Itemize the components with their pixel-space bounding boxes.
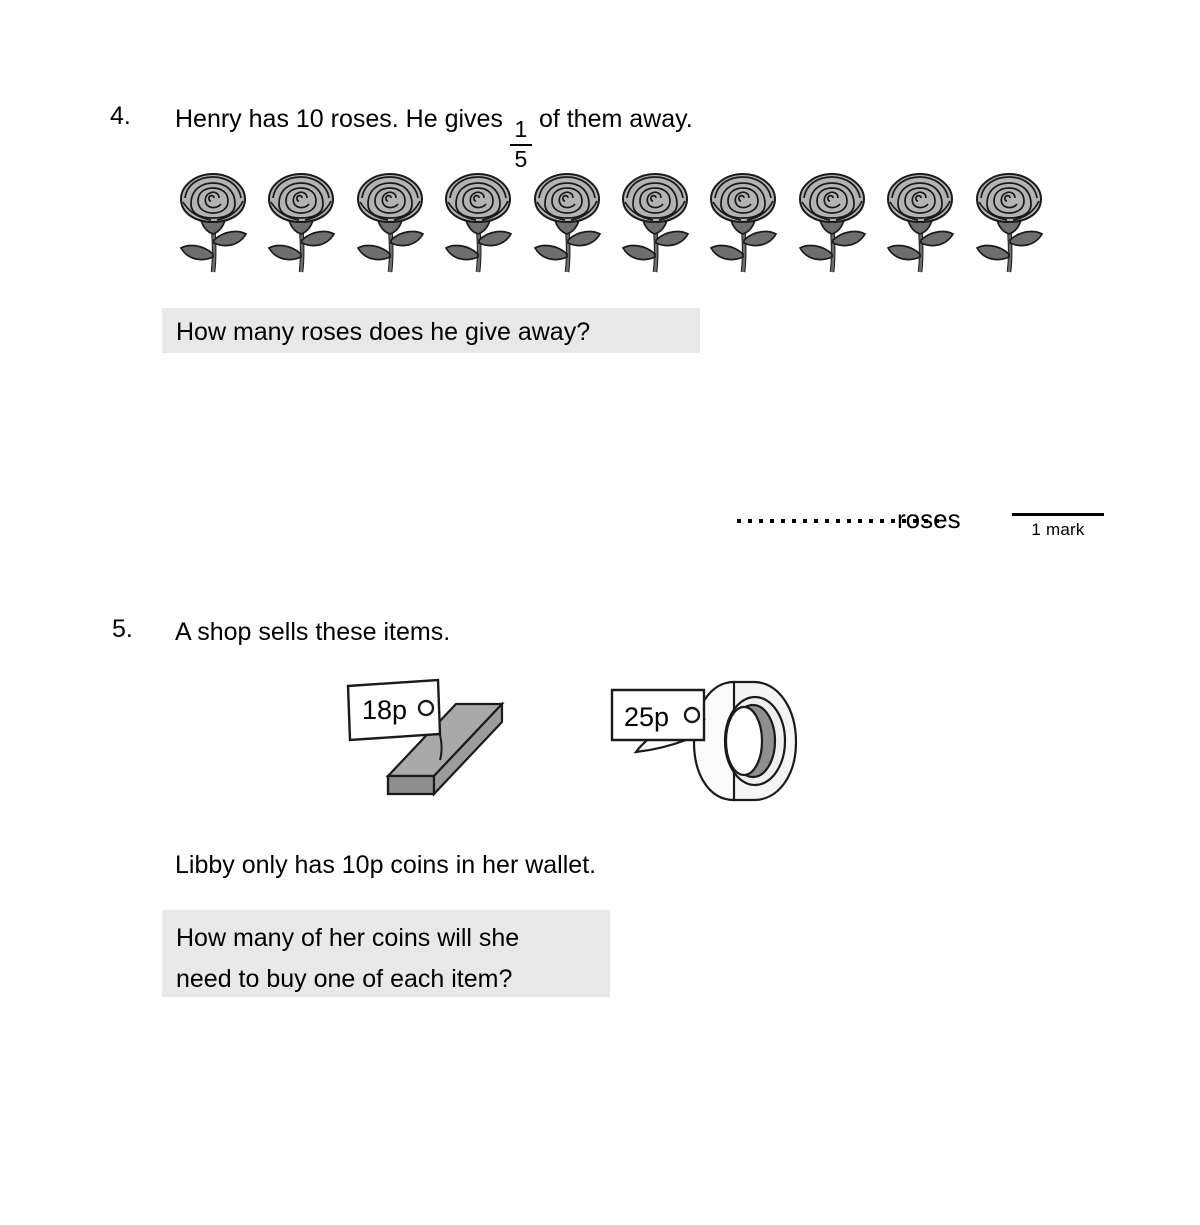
mark-label: 1 mark bbox=[1031, 520, 1085, 539]
fraction-denominator: 5 bbox=[514, 145, 528, 172]
question-4-stem-after: of them away. bbox=[538, 105, 693, 133]
question-4-number: 4. bbox=[110, 102, 131, 130]
answer-dot bbox=[847, 519, 851, 523]
question-5-stem: A shop sells these items. bbox=[175, 618, 451, 646]
answer-dot bbox=[858, 519, 862, 523]
rose-icon bbox=[969, 168, 1049, 276]
tape-hole bbox=[726, 707, 762, 775]
fraction-numerator: 1 bbox=[514, 115, 528, 142]
answer-dot bbox=[759, 519, 763, 523]
answer-dot bbox=[880, 519, 884, 523]
answer-dot bbox=[748, 519, 752, 523]
price-tag-hole bbox=[685, 708, 699, 722]
question-4-prompt-text: How many roses does he give away? bbox=[176, 318, 591, 346]
rose-icon bbox=[261, 168, 341, 276]
answer-dot bbox=[792, 519, 796, 523]
answer-dot bbox=[781, 519, 785, 523]
eraser-illustration bbox=[340, 672, 530, 817]
question-5-prompt-line-2: need to buy one of each item? bbox=[176, 964, 513, 993]
mark-rule bbox=[1012, 513, 1104, 516]
answer-dot bbox=[869, 519, 873, 523]
price-tag-hole bbox=[419, 701, 433, 715]
answer-unit-label: roses bbox=[897, 504, 961, 534]
eraser-svg bbox=[340, 672, 530, 812]
mark-allocation-4 bbox=[1012, 513, 1104, 538]
question-5-number: 5. bbox=[112, 615, 133, 643]
question-4-stem-before: Henry has 10 roses. He gives bbox=[175, 105, 503, 133]
tape-illustration bbox=[608, 668, 818, 818]
rose-icon bbox=[792, 168, 872, 276]
answer-dot bbox=[814, 519, 818, 523]
question-5-statement: Libby only has 10p coins in her wallet. bbox=[175, 851, 597, 879]
rose-icon bbox=[527, 168, 607, 276]
rose-icon bbox=[438, 168, 518, 276]
rose-icon bbox=[703, 168, 783, 276]
rose-icon bbox=[615, 168, 695, 276]
eraser-end-face bbox=[388, 776, 434, 794]
answer-dot bbox=[803, 519, 807, 523]
answer-dot bbox=[825, 519, 829, 523]
tape-svg bbox=[608, 668, 818, 813]
rose-icon bbox=[880, 168, 960, 276]
tape-price-label: 25p bbox=[624, 702, 670, 732]
answer-dot bbox=[836, 519, 840, 523]
eraser-price-label: 18p bbox=[362, 695, 408, 725]
answer-dot bbox=[891, 519, 895, 523]
answer-dot bbox=[737, 519, 741, 523]
rose-icon bbox=[350, 168, 430, 276]
question-4-stem bbox=[175, 104, 693, 171]
question-5-prompt-highlight bbox=[162, 910, 610, 997]
question-4-prompt-highlight bbox=[162, 308, 700, 353]
roses-illustration bbox=[173, 168, 1049, 276]
answer-dot bbox=[770, 519, 774, 523]
fraction-one-fifth bbox=[510, 115, 532, 172]
rose-icon bbox=[173, 168, 253, 276]
question-5-prompt-line-1: How many of her coins will she bbox=[176, 924, 520, 952]
